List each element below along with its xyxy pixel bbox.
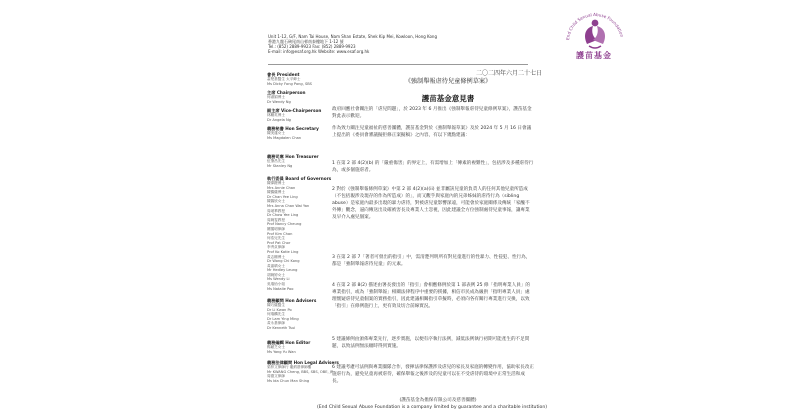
- officer-name: Dr Lam Ying Ming: [267, 316, 299, 321]
- officer-role: 主席 Chairperson: [267, 90, 306, 95]
- officer-name: Ms Yang Yu Wan: [267, 349, 296, 354]
- officer-name: Dr Wendy Ng: [267, 99, 291, 104]
- footer-org-en: (End Child Sexual Abuse Foundation is a company limited by guarantee and a charitable institution): [316, 405, 548, 410]
- officer-role: 會長 President: [267, 72, 300, 77]
- officer-group: [267, 90, 339, 104]
- officer-name: 黃志剛博士: [267, 254, 285, 259]
- officer-name: 陳靄儀博士: [267, 190, 285, 195]
- officer-role: 副主席 Vice-Chairperson: [267, 108, 322, 113]
- letterhead-divider: [268, 64, 528, 65]
- officer-name: 何浩兒先生: [267, 236, 285, 241]
- officer-name: 陳美蓮女士: [267, 131, 285, 135]
- letterhead-address: [268, 34, 518, 54]
- officer-name: Mr KWANG Cheng, BBS, SBS, OBE, JP: [267, 369, 333, 374]
- officer-name: Ms Dicky Fong Pong, SBS: [267, 81, 312, 86]
- paragraph: 4 在第 2 部 8(2) 描述由署長發出的「指引」會相應條例於第 1 部表例 25 條「指明專業人員」的專業指引，或為「強制舉報」相關法律程序中重要的援據，相信市民成為級供「指明專業人員」處理懷疑虐待兒童個案的實務指引，因此建議相關指引草擬時，必須向各有關行專業進行交換，以致「指引」在條例施行上，更有效及切合前線實況。: [332, 283, 530, 310]
- paragraph: 政府回應社會關注的「虐兒問題」，於 2023 年 6 月推出《強制舉報虐待兒童條例草案》，護苗基金對此表示歡迎。: [332, 107, 532, 120]
- document-title: 《強制舉報虐待兒童條例草案》: [404, 78, 492, 85]
- officer-name: Ms Wendy Li: [267, 277, 290, 282]
- officer-name: Prof Kim Chan: [267, 231, 293, 236]
- address-line: Unit 1-12, G/F, Nam Tai House, Nam Shan Estate, Shek Kip Mei, Kowloon, Hong Kong: [268, 34, 437, 39]
- officer-name: 陳藹欣女士: [267, 199, 285, 204]
- officer-role: 義務編輯 Hon Editor: [267, 340, 311, 345]
- officer-name: Dr Li Kwan Po: [267, 307, 292, 312]
- officer-name: 關蕙明律師: [267, 226, 285, 231]
- officer-name: 楊穎芝女士: [267, 345, 285, 349]
- officer-name: 陳巧儀醫生: [267, 303, 285, 307]
- officer-name: 黃永基律師: [267, 321, 285, 326]
- officer-group: [267, 360, 339, 383]
- officer-name: Mrs Anna Chan Wai Yan: [267, 203, 310, 208]
- officer-name: Prof Nancy Cheung: [267, 222, 302, 227]
- officer-name: Dr Wong Chi Kong: [267, 259, 300, 264]
- officer-name: Dr Angela Ng: [267, 117, 291, 122]
- document-subtitle: 護苗基金意見書: [421, 94, 475, 103]
- officer-name: Mr Hedley Leung: [267, 268, 298, 273]
- officer-group: [267, 126, 339, 140]
- foundation-logo: [563, 6, 633, 62]
- officer-group: [267, 108, 339, 122]
- paragraph: 作為致力關注兒童福祉的慈善團體，護苗基金對於《強制舉報草案》及於 2024 年 5 月 16 日會議上提出的《委員會審議擬拒修正案擬稿》之內容，有以下幾點建議：: [332, 126, 532, 139]
- officer-name: 胡婉婷女士: [267, 272, 285, 277]
- officer-name: Dr Chow Yee Ling: [267, 213, 299, 218]
- officer-group: [267, 154, 339, 168]
- officer-name: 蕭楚基醫生 太平紳士: [267, 77, 301, 81]
- officer-name: 吳瑞怡小姐: [267, 282, 285, 287]
- officer-name: Prof Ko Katie Ling: [267, 249, 299, 254]
- logo-name: 護苗基金: [576, 51, 612, 60]
- officer-name: Ms Magdalen Chan: [267, 135, 302, 140]
- officer-role: 義務秘書 Hon Secretary: [267, 126, 319, 131]
- officer-name: Mr Stanley Ng: [267, 163, 293, 168]
- officer-name: 何瑞麟先生: [267, 312, 285, 317]
- officer-name: 周德文律師: [267, 374, 285, 379]
- address-line: E-mail: info@esaf.org.hk Website: www.esaf.org.hk: [268, 49, 370, 54]
- paragraph: 6 建議考慮可法例與專業團隊合作，發揮法律保護涉及虐兒的家長及家庭的轉變作用，協助家長改正施虐行為，避免兒童再被虐待，確保舉報之後涉及的兒童可以在不受虐待的環境中正常生活和成長。: [332, 365, 534, 385]
- paragraph: 3 在第 2 部 7「著者可發出的指引」中，需清楚列明所有對兒童進行的性暴力、性侵犯、性行為，都是「強制舉報虐待兒童」的元素。: [332, 255, 531, 268]
- address-line: 香港九龍石硤尾南山邨南泰樓地下 1-12 號: [268, 39, 344, 44]
- paragraph: 5 建議條例由頒佈專業先行，逐步實施，以便有序執行法例，減低法例執行初期可能產生的不足問題，以致法例無法順時得到實施。: [332, 337, 530, 350]
- officer-group: [267, 340, 339, 354]
- officer-group: [267, 298, 339, 331]
- officer-name: 李秀貞律師: [267, 245, 285, 250]
- document-date: 二〇二四年六月二十七日: [475, 70, 542, 77]
- officer-role: 義務司庫 Hon Treasurer: [267, 154, 319, 159]
- officer-name: Ms Ida Chun Man Shing: [267, 378, 310, 383]
- officer-name: Dr Chan Yee Ling: [267, 194, 298, 199]
- officer-group: [267, 72, 339, 86]
- officer-name: 陳偉鏗博士: [267, 181, 285, 185]
- officer-role: 義務顧問 Hon Advisers: [267, 298, 317, 303]
- officer-group: [267, 176, 339, 291]
- officer-name: Mrs Annie Chan: [267, 185, 296, 190]
- officer-name: 周頌華教授: [267, 208, 285, 213]
- officer-name: Ms Natalie Poo: [267, 286, 294, 291]
- officer-name: Dr Kenneth Tsui: [267, 325, 296, 330]
- paragraph: 1 在第 2 部 4(2)(b) 的「嚴重傷害」的界定上，有需增加上「傳素的複雜性」，包括涉及多種虐待行為，或多個施虐者。: [332, 161, 534, 174]
- logo-emblem-icon: [563, 6, 633, 52]
- officer-name: 梁梓文律師行 龍炳基律師樓: [267, 365, 312, 369]
- officer-name: 黃嘉晴女士: [267, 263, 285, 268]
- logo-arc-text: End Child Sexual Abuse Foundation: [565, 11, 625, 41]
- officer-name: 伍肇昌先生: [267, 159, 285, 163]
- officer-role: 執行委員 Board of Governors: [267, 176, 332, 181]
- officer-name: Prof Pat Chor: [267, 240, 291, 245]
- paragraph: 2 對於《強制舉報條例草案》中第 2 部 4(2)(a)(ii) 並非屬該兒童的負責人的任何其他兒童所造成（不包括親涉及現存的作為所造成）的」，而又觀乎與家庭內的兄弟姊妹的虐待行為（sibling abuse）是家庭內最多出現的暴力虐待，對被虐兒童影響深遠，可能會於家庭關係及傳統「家醜不外傳」觀念，逼向傳送出及確被害長及專業人士忽視，因此建議全方位強制處待兒童事報，讓專業及早介入處兒個案。: [332, 187, 530, 221]
- address-line: Tel.: (852) 2889-9923 Fax: (852) 2889-9923: [268, 44, 356, 49]
- officer-name: 林勵英博士: [267, 113, 285, 117]
- officer-name: 何淑娟博士: [267, 95, 285, 99]
- footer-org-zh: (護苗基金為擔保有限公司及慈善團體): [399, 398, 477, 403]
- officer-role: 義務法律顧問 Hon Legal Advisers: [267, 360, 339, 365]
- officer-name: 周婉雯教授: [267, 217, 285, 222]
